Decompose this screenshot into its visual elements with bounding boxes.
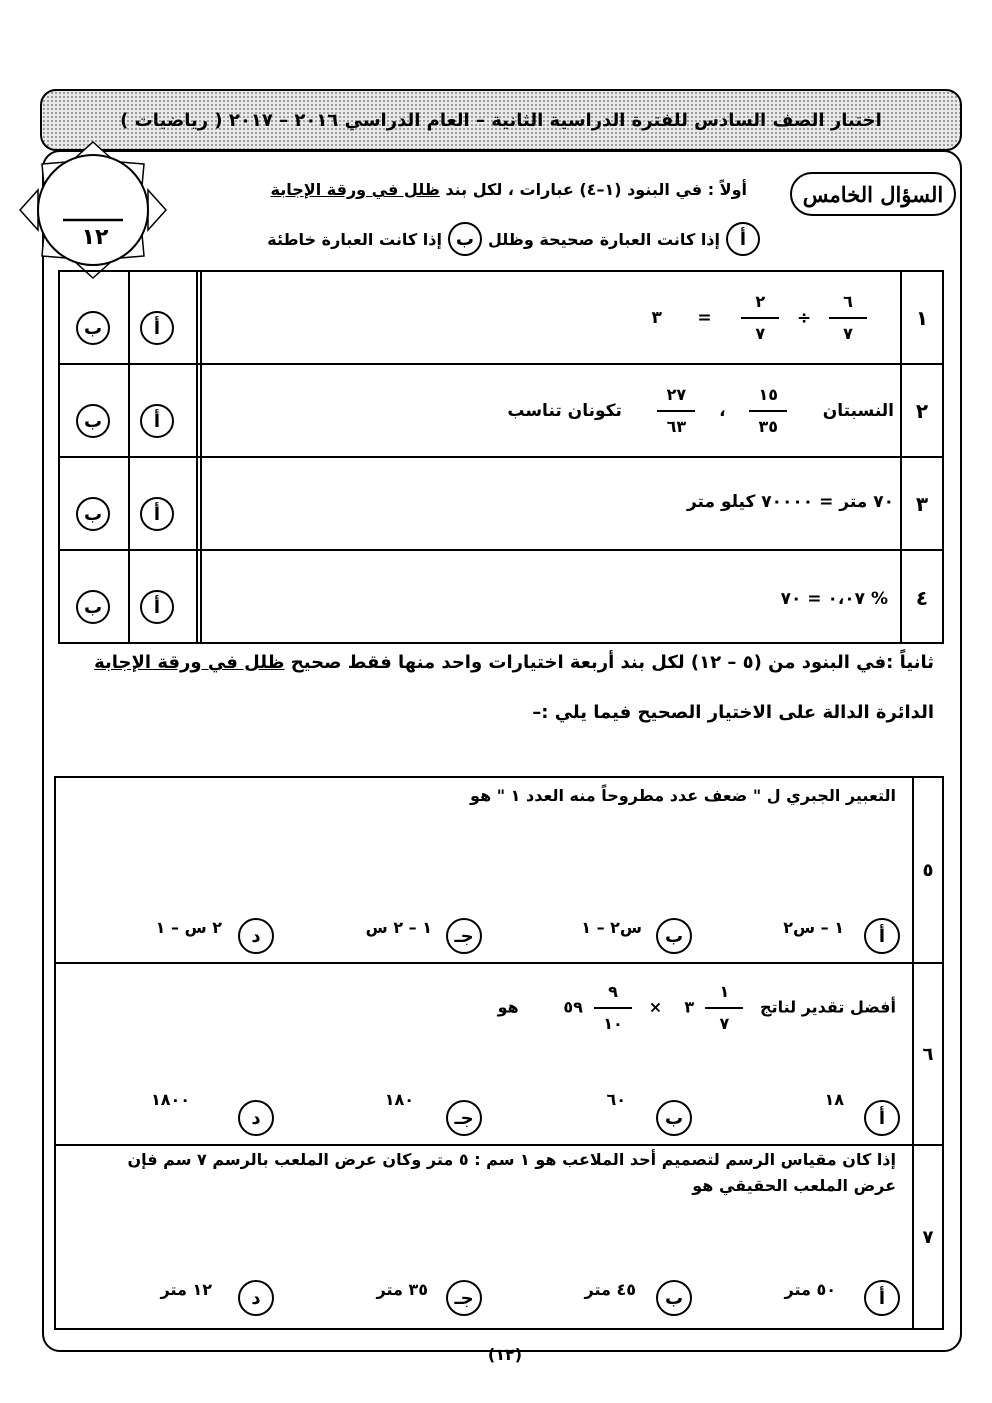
exam-title: اختبار الصف السادس للفترة الدراسية الثانية – العام الدراسي ٢٠١٦ – ٢٠١٧ ( رياضيات ): [120, 109, 882, 131]
multiple-choice-table: [54, 776, 944, 1330]
question-text: أفضل تقدير لناتج $\frac{١}{٧}$ ٣ × $\frac{٩}{١٠}$ ٥٩ هو: [497, 982, 896, 1033]
table-row: [60, 551, 942, 644]
score-value: ١٢: [81, 225, 109, 250]
question-number: ٧: [922, 1226, 934, 1248]
option-c-circle[interactable]: جـ: [446, 1100, 482, 1136]
part1-instructions: [267, 222, 760, 256]
part2-intro-line2: الدائرة الدالة على الاختيار الصحيح فيما يلي :–: [532, 702, 934, 723]
item-number: ٤: [915, 585, 929, 610]
option-b-text: ٦٠: [606, 1090, 626, 1109]
question-label: السؤال الخامس: [790, 172, 956, 216]
option-b-circle[interactable]: ب: [76, 497, 110, 531]
option-b-circle[interactable]: ب: [76, 404, 110, 438]
option-d-text: ١٢ متر: [160, 1280, 212, 1299]
option-b-circle[interactable]: ب: [656, 918, 692, 954]
option-c-circle[interactable]: جـ: [446, 918, 482, 954]
table-row: [56, 964, 942, 1146]
item-statement: ٠،٠٧ = ٧٠ %: [780, 589, 888, 609]
option-d-circle[interactable]: د: [238, 1100, 274, 1136]
part1-intro-text: أولاً : في البنود (١–٤) عبارات ، لكل بند: [445, 180, 747, 199]
option-c-text: ١ – ٢ س: [365, 918, 432, 937]
option-c-text: ٣٥ متر: [376, 1280, 428, 1299]
option-b-circle[interactable]: ب: [656, 1280, 692, 1316]
item-statement: ٧٠ متر = ٧٠٠٠٠ كيلو متر: [686, 492, 894, 512]
option-c-circle[interactable]: جـ: [446, 1280, 482, 1316]
question-text-line2: عرض الملعب الحقيقي هو: [692, 1176, 896, 1195]
question-text-line1: إذا كان مقياس الرسم لتصميم أحد الملاعب هو ١ سم : ٥ متر وكان عرض الملعب بالرسم ٧ سم فإن: [127, 1150, 896, 1169]
question-text: التعبير الجبري ل " ضعف عدد مطروحاً منه العدد ١ " هو: [470, 786, 896, 805]
table-row: [60, 272, 942, 365]
option-a-circle[interactable]: أ: [140, 311, 174, 345]
part1-intro-underlined: ظلل في ورقة الإجابة: [270, 180, 440, 199]
table-row: [56, 778, 942, 964]
item-statement: $\frac{٦}{٧}$ ÷ $\frac{٢}{٧}$ = ٣: [651, 294, 867, 342]
option-d-circle[interactable]: د: [238, 918, 274, 954]
page-number: (١٢): [487, 1345, 523, 1364]
option-a-text: ٥٠ متر: [784, 1280, 836, 1299]
part1-intro: [271, 180, 747, 199]
option-a-text: ١٨: [824, 1090, 844, 1109]
option-d-text: ١٨٠٠: [150, 1090, 190, 1109]
option-b-text: ٤٥ متر: [584, 1280, 636, 1299]
option-a-circle[interactable]: أ: [864, 1280, 900, 1316]
option-a-circle[interactable]: أ: [140, 404, 174, 438]
option-b-circle[interactable]: ب: [76, 590, 110, 624]
option-b-circle[interactable]: ب: [656, 1100, 692, 1136]
true-instruction: إذا كانت العبارة صحيحة وظلل: [487, 229, 720, 249]
item-number: ٣: [915, 491, 929, 516]
option-d-text: ٢ س – ١: [155, 918, 222, 937]
part2-intro: [94, 652, 934, 673]
answer-b-sample: ب: [448, 222, 482, 256]
item-statement: النسبتان $\frac{١٥}{٣٥}$ ، $\frac{٢٧}{٦٣}$ تكونان تناسب: [507, 385, 894, 436]
option-a-circle[interactable]: أ: [864, 918, 900, 954]
option-b-text: س٢ – ١: [581, 918, 642, 937]
part2-intro-underlined: ظلل في ورقة الإجابة: [94, 652, 285, 673]
score-badge-icon: [18, 140, 168, 280]
table-row: [60, 458, 942, 551]
option-a-circle[interactable]: أ: [140, 497, 174, 531]
table-row: [60, 365, 942, 458]
option-a-circle[interactable]: أ: [864, 1100, 900, 1136]
item-number: ٢: [915, 398, 929, 423]
option-a-text: ١ – س٢: [783, 918, 844, 937]
false-instruction: إذا كانت العبارة خاطئة: [267, 229, 442, 249]
part2-intro-text: ثانياً :في البنود من (٥ – ١٢) لكل بند أربعة اختيارات واحد منها فقط صحيح: [290, 652, 934, 673]
option-b-circle[interactable]: ب: [76, 311, 110, 345]
option-d-circle[interactable]: د: [238, 1280, 274, 1316]
answer-a-sample: أ: [726, 222, 760, 256]
true-false-table: [58, 270, 944, 644]
exam-header: [40, 89, 962, 151]
question-number: ٦: [922, 1043, 934, 1065]
option-a-circle[interactable]: أ: [140, 590, 174, 624]
option-c-text: ١٨٠: [384, 1090, 414, 1109]
question-number: ٥: [922, 859, 934, 881]
table-row: [56, 1146, 942, 1328]
item-number: ١: [915, 305, 929, 330]
